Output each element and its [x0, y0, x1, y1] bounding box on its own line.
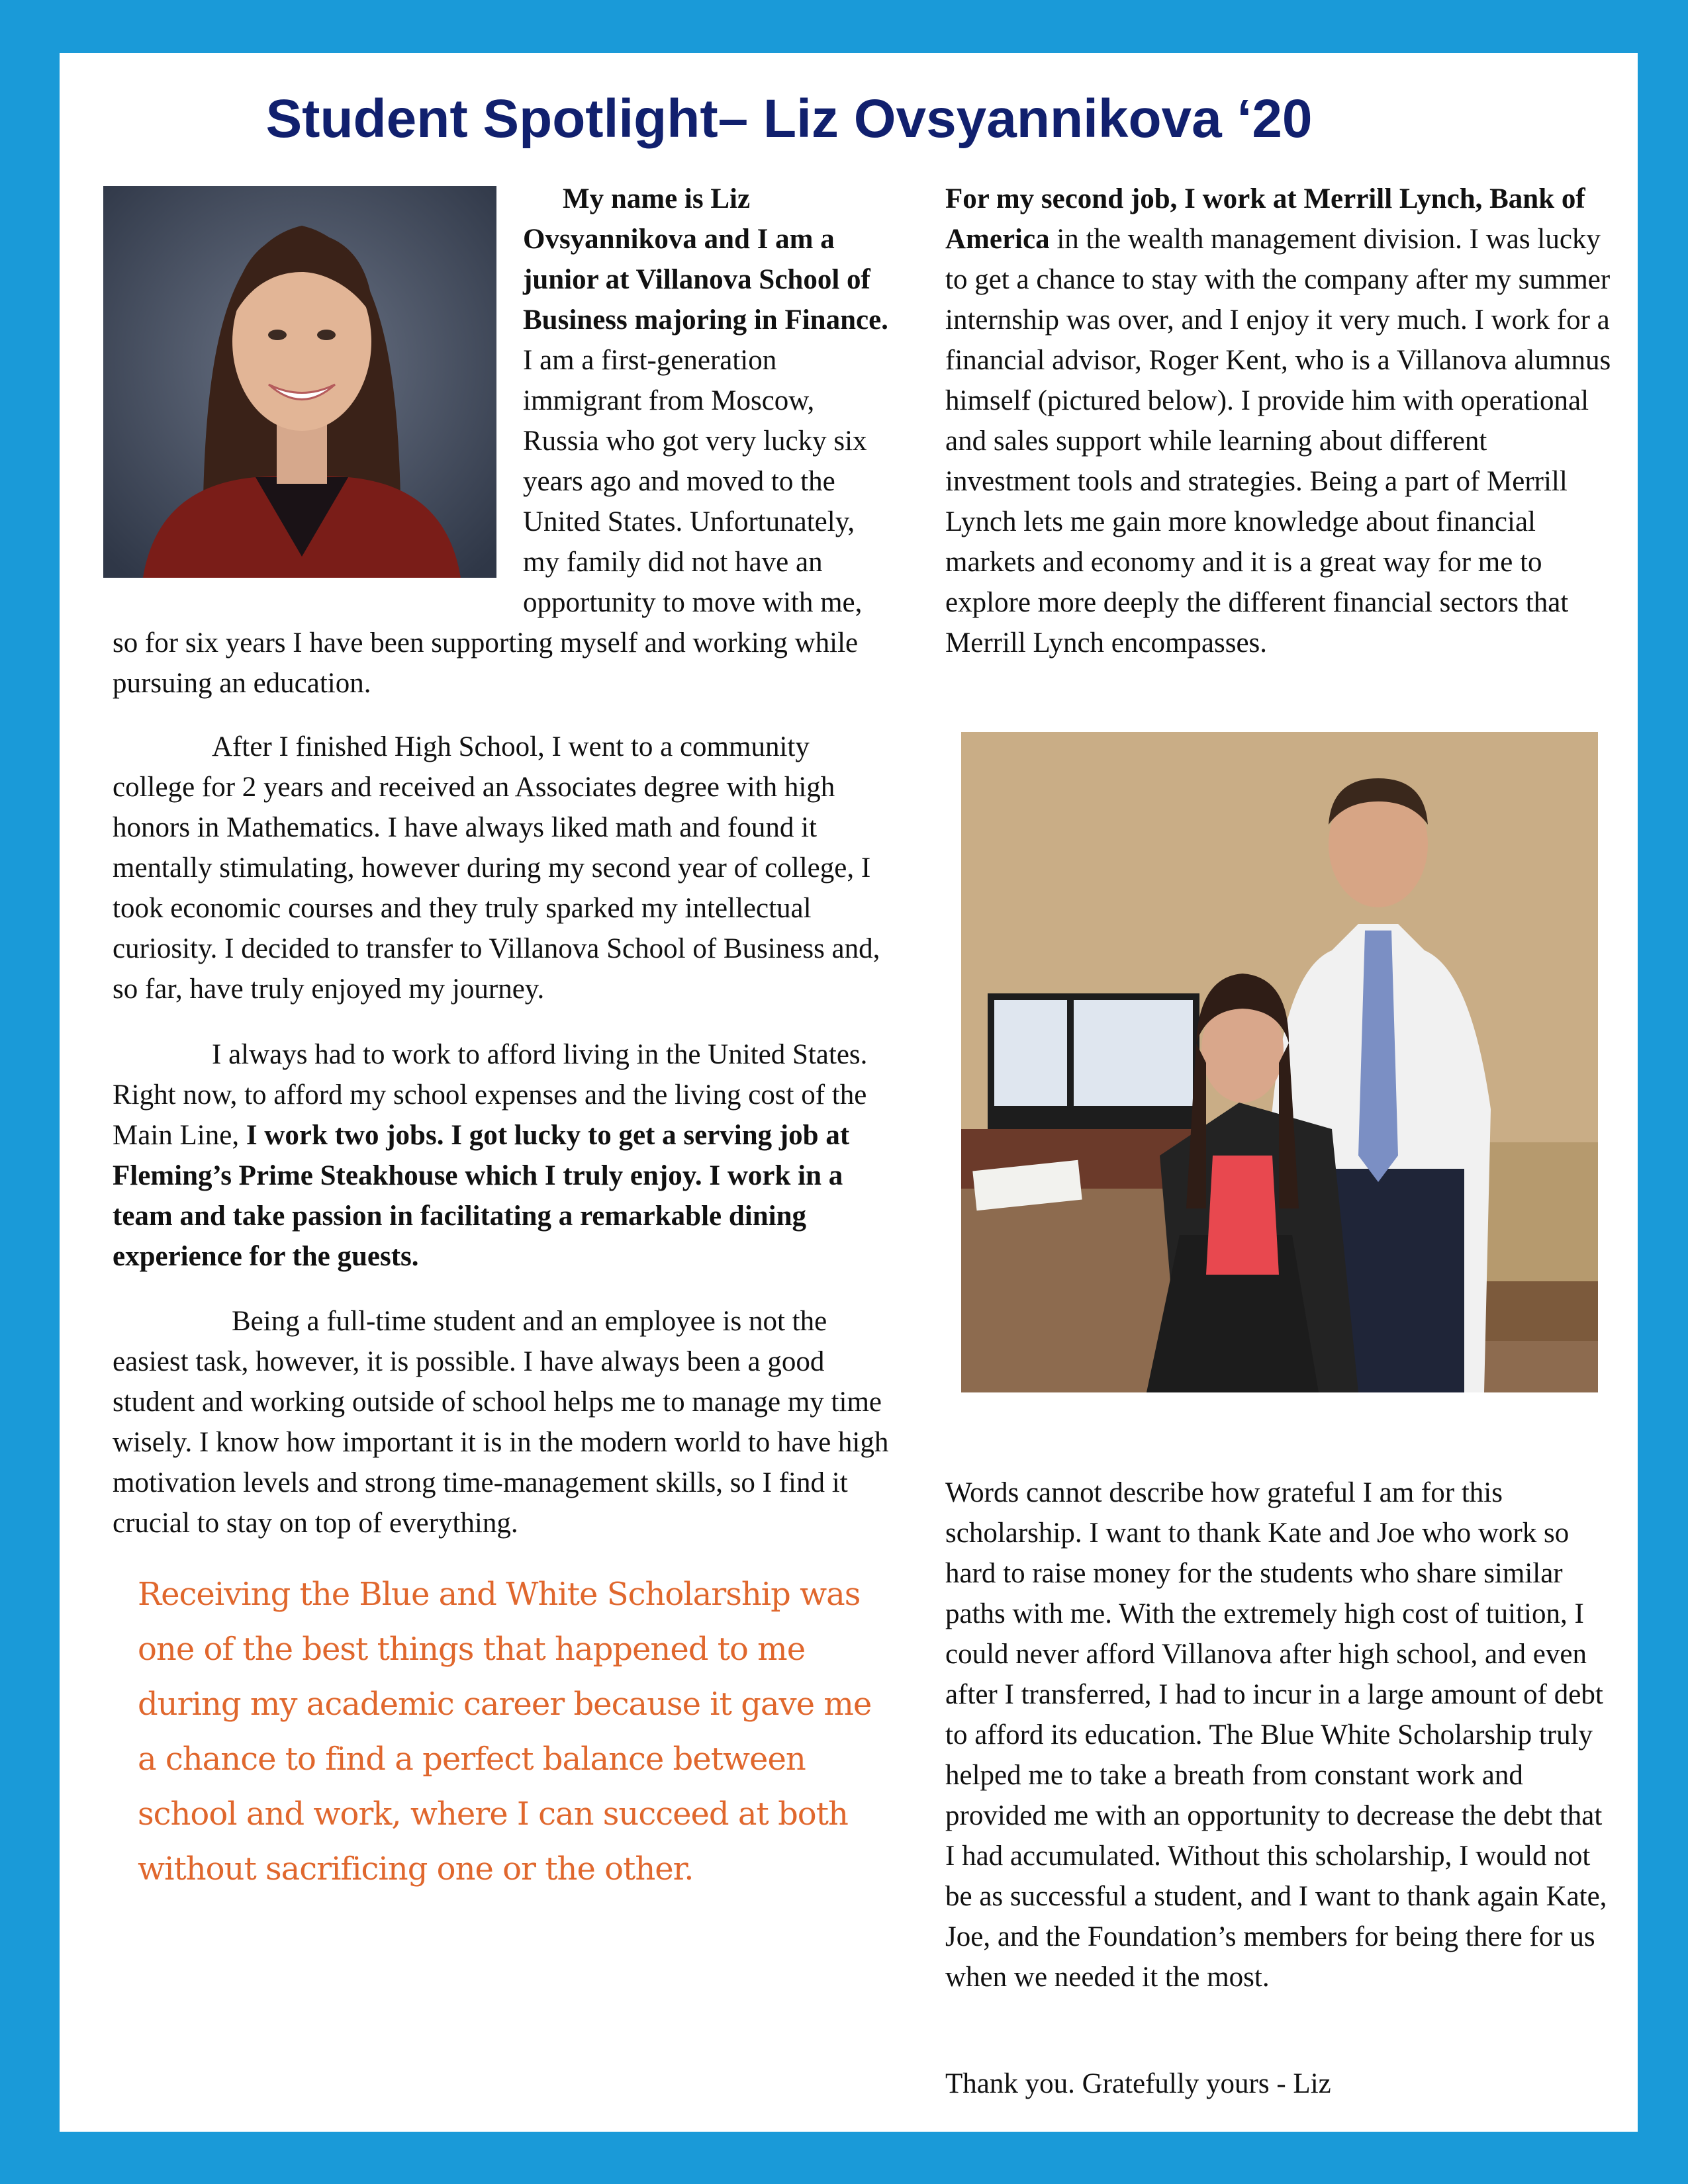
paragraph-text: Words cannot describe how grateful I am for this scholarship. I want to thank Kate and Joe who work so hard to raise money for the students who share similar paths with me. With the extremely high cost of tuition, I could never afford Villanova after high school, and even after I transferred, I had to incur in a large amount of debt to afford its education. The Blue White Scholarship truly helped me to take a breath from constant work and provided me with an opportunity to decrease the debt that I had accumulated. Without this scholarship, I would not be as successful a student, and I want to thank again Kate, Joe, and the Foundation’s members for being there for us when we needed it the most. [945, 1477, 1607, 1993]
paragraph-text: in the wealth management division. I was lucky to get a chance to stay with the company after my summer internship was over, and I enjoy it very much. I work for a financial advisor, Roger Kent, who is a Villanova alumnus himself (pictured below). I provide him with operational and sales support while learning about different investment tools and strategies. Being a part of Merrill Lynch lets me gain more knowledge about financial markets and economy and it is a great way for me to explore more deeply the different financial sectors that Merrill Lynch encompasses. [945, 224, 1611, 659]
intro-text: I am a first-generation immigrant from Moscow, Russia who got very lucky six years ago and moved to the United States. Unfortunately, my family did not have an opportunity to move with me, so for six years I have been supporting myself and working while pursuing an education. [113, 345, 867, 699]
paragraph-text: I always had to work to afford living in the United States. Right now, to afford my school expenses and the living cost of the Main Line, [113, 1039, 868, 1151]
paragraph-merrill-lynch [945, 179, 1614, 663]
intro-paragraph [113, 179, 890, 704]
paragraph-bold-text: For my second job, I work at Merrill Lynch, Bank of America [945, 183, 1585, 255]
paragraph-text: After I finished High School, I went to a community college for 2 years and received an Associates degree with high honors in Mathematics. I have always liked math and found it mentally stimulating, however during my second year of college, I took economic courses and they truly sparked my intellectual curiosity. I decided to transfer to Villanova School of Business and, so far, have truly enjoyed my journey. [113, 731, 880, 1005]
paragraph-community-college [113, 727, 890, 1009]
signoff [945, 2064, 1614, 2104]
paragraph-full-time [113, 1301, 890, 1543]
paragraph-text: Being a full-time student and an employee is not the easiest task, however, it is possible. I have always been a good student and working outside of school helps me to manage my time wisely. I know how important it is in the modern world to have high motivation levels and strong time-management skills, so I find it crucial to stay on top of everything. [113, 1306, 889, 1539]
paragraph-two-jobs [113, 1034, 890, 1277]
paragraph-bold-text: I work two jobs. I got lucky to get a serving job at Fleming’s Prime Steakhouse which I truly enjoy. I work in a team and take passion in facilitating a remarkable dining experience for the guests. [113, 1120, 850, 1272]
pull-quote: Receiving the Blue and White Scholarship was one of the best things that happened to me during my academic career because it gave me a chance to find a perfect balance between school and work, where I can succeed at both without sacrificing one or the other. [138, 1576, 872, 1888]
paragraph-gratitude [945, 1473, 1614, 1997]
office-photo [961, 732, 1598, 1392]
intro-bold-text: My name is Liz Ovsyannikova and I am a junior at Villanova School of Business majoring in Finance. [523, 183, 888, 336]
signoff-text: Thank you. Gratefully yours - Liz [945, 2068, 1331, 2099]
page-title: Student Spotlight– Liz Ovsyannikova ‘20 [265, 89, 1313, 149]
